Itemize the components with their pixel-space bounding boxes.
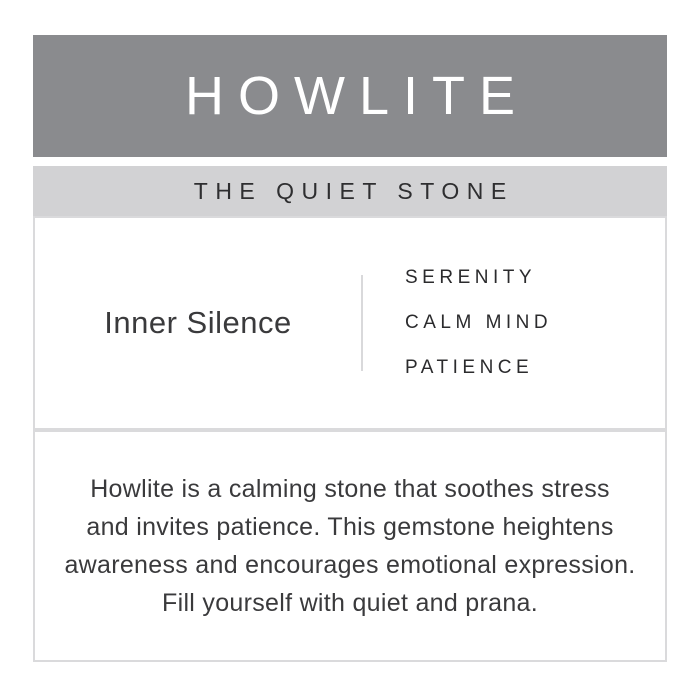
description-line: Fill yourself with quiet and prana. <box>162 589 538 617</box>
keyword-panel <box>35 305 361 341</box>
traits-section <box>33 216 667 430</box>
traits-list <box>363 267 552 379</box>
description-line: and invites patience. This gemstone heightens <box>86 513 614 541</box>
description-line: Howlite is a calming stone that soothes stress <box>90 475 610 503</box>
gemstone-card <box>33 35 667 662</box>
title-band <box>33 35 667 157</box>
trait-item: PATIENCE <box>405 357 534 378</box>
subtitle-band <box>33 166 667 216</box>
band-gap <box>33 157 667 166</box>
gemstone-subtitle: THE QUIET STONE <box>193 177 514 204</box>
gemstone-title: HOWLITE <box>184 66 529 126</box>
description-paragraph <box>64 470 635 622</box>
keyword-text: Inner Silence <box>104 305 292 340</box>
trait-item: SERENITY <box>405 267 537 288</box>
trait-item: CALM MIND <box>405 312 553 333</box>
description-section <box>33 430 667 662</box>
description-line: awareness and encourages emotional expression. <box>64 551 636 579</box>
